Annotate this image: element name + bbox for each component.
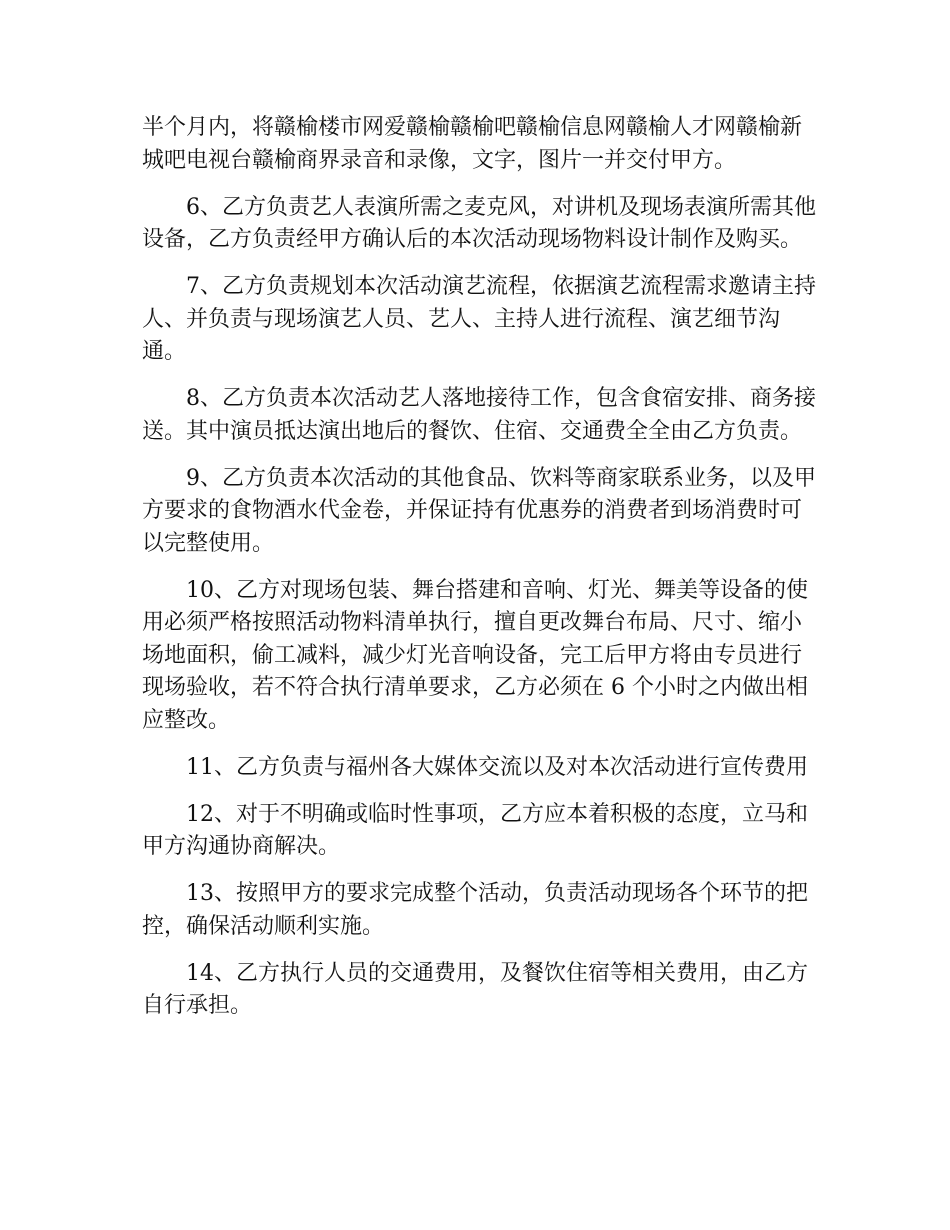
- clause-9: 9、乙方负责本次活动的其他食品、饮料等商家联系业务，以及甲方要求的食物酒水代金卷，并保证持有优惠券的消费者到场消费时可以完整使用。: [142, 465, 816, 556]
- clause-7: 7、乙方负责规划本次活动演艺流程，依据演艺流程需求邀请主持人、并负责与现场演艺人员、艺人、主持人进行流程、演艺细节沟通。: [142, 274, 816, 364]
- clause-11: 11、乙方负责与福州各大媒体交流以及对本次活动进行宣传费用: [186, 754, 808, 780]
- clause-8: 8、乙方负责本次活动艺人落地接待工作，包含食宿安排、商务接送。其中演员抵达演出地后的餐饮、住宿、交通费全全由乙方负责。: [142, 386, 816, 444]
- clause-6: 6、乙方负责艺人表演所需之麦克风，对讲机及现场表演所需其他设备，乙方负责经甲方确认后的本次活动现场物料设计制作及购买。: [142, 194, 816, 252]
- clause-10: 10、乙方对现场包装、舞台搭建和音响、灯光、舞美等设备的使用必须严格按照活动物料清单执行，擅自更改舞台布局、尺寸、缩小场地面积，偷工减料，减少灯光音响设备，完工后甲方将由专员进行现场验收，若不符合执行清单要求，乙方必须在 6 个小时之内做出相应整改。: [142, 577, 808, 733]
- clause-14: 14、乙方执行人员的交通费用，及餐饮住宿等相关费用，由乙方自行承担。: [142, 960, 808, 1018]
- paragraph-continuation: 半个月内，将赣榆楼市网爱赣榆赣榆吧赣榆信息网赣榆人才网赣榆新城吧电视台赣榆商界录音和录像，文字，图片一并交付甲方。: [142, 115, 803, 173]
- clause-13: 13、按照甲方的要求完成整个活动，负责活动现场各个环节的把控，确保活动顺利实施。: [142, 881, 808, 939]
- clause-12: 12、对于不明确或临时性事项，乙方应本着积极的态度，立马和甲方沟通协商解决。: [142, 801, 808, 859]
- document-page: [142, 112, 822, 1037]
